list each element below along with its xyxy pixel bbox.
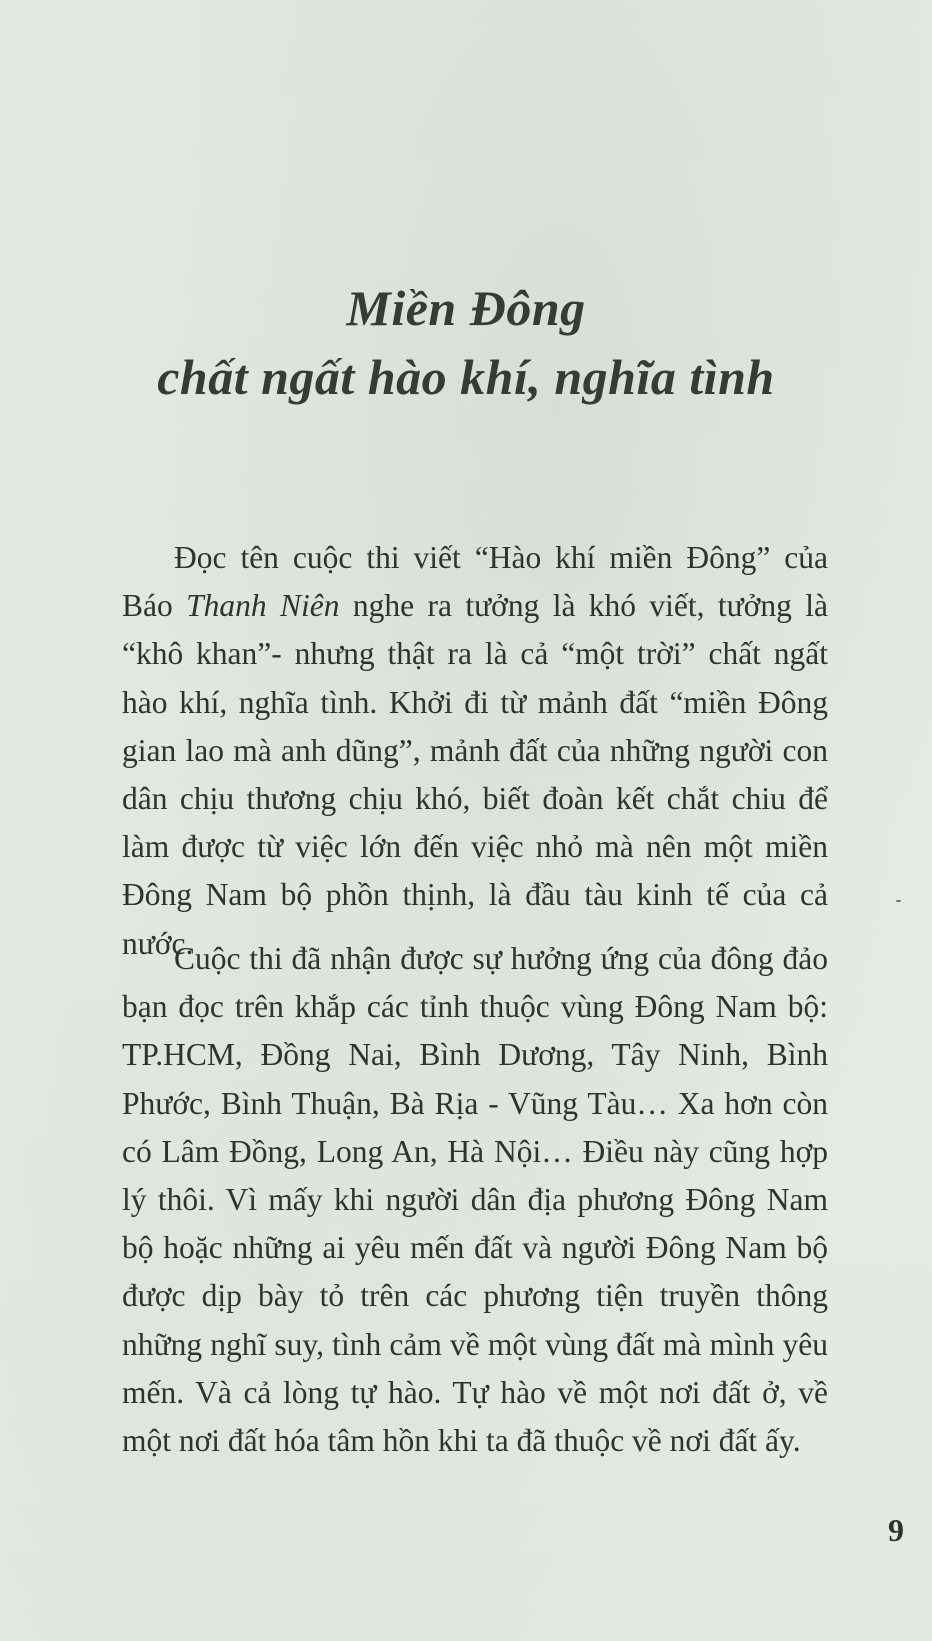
chapter-title-line-2: chất ngất hào khí, nghĩa tình: [157, 349, 775, 405]
paragraph-1-text-start: Đọc tên cuộc thi viết “Hào khí miền Đông” của Báo: [122, 540, 828, 624]
print-speck: [896, 900, 901, 902]
body-paragraph-1: [122, 534, 828, 968]
paragraph-1-text-end: nghe ra tưởng là khó viết, tưởng là “khô khan”- nhưng thật ra là cả “một trời” chất ngất hào khí, nghĩa tình. Khởi đi từ mảnh đất “miền Đông gian lao mà anh dũng”, mảnh đất của những người con dân chịu thương chịu khó, biết đoàn kết chắt chiu để làm được từ việc lớn đến việc nhỏ mà nên một miền Đông Nam bộ phồn thịnh, là đầu tàu kinh tế của cả nước.: [122, 588, 828, 961]
page-number: 9: [888, 1512, 904, 1548]
body-paragraph-2: Cuộc thi đã nhận được sự hưởng ứng của đông đảo bạn đọc trên khắp các tỉnh thuộc vùng Đông Nam bộ: TP.HCM, Đồng Nai, Bình Dương, Tây Ninh, Bình Phước, Bình Thuận, Bà Rịa - Vũng Tàu… Xa hơn còn có Lâm Đồng, Long An, Hà Nội… Điều này cũng hợp lý thôi. Vì mấy khi người dân địa phương Đông Nam bộ hoặc những ai yêu mến đất và người Đông Nam bộ được dịp bày tỏ trên các phương tiện truyền thông những nghĩ suy, tình cảm về một vùng đất mà mình yêu mến. Và cả lòng tự hào. Tự hào về một nơi đất ở, về một nơi đất hóa tâm hồn khi ta đã thuộc về nơi đất ấy.: [122, 941, 828, 1459]
newspaper-name: Thanh Niên: [186, 588, 340, 624]
chapter-title-line-1: Miền Đông: [346, 280, 586, 336]
